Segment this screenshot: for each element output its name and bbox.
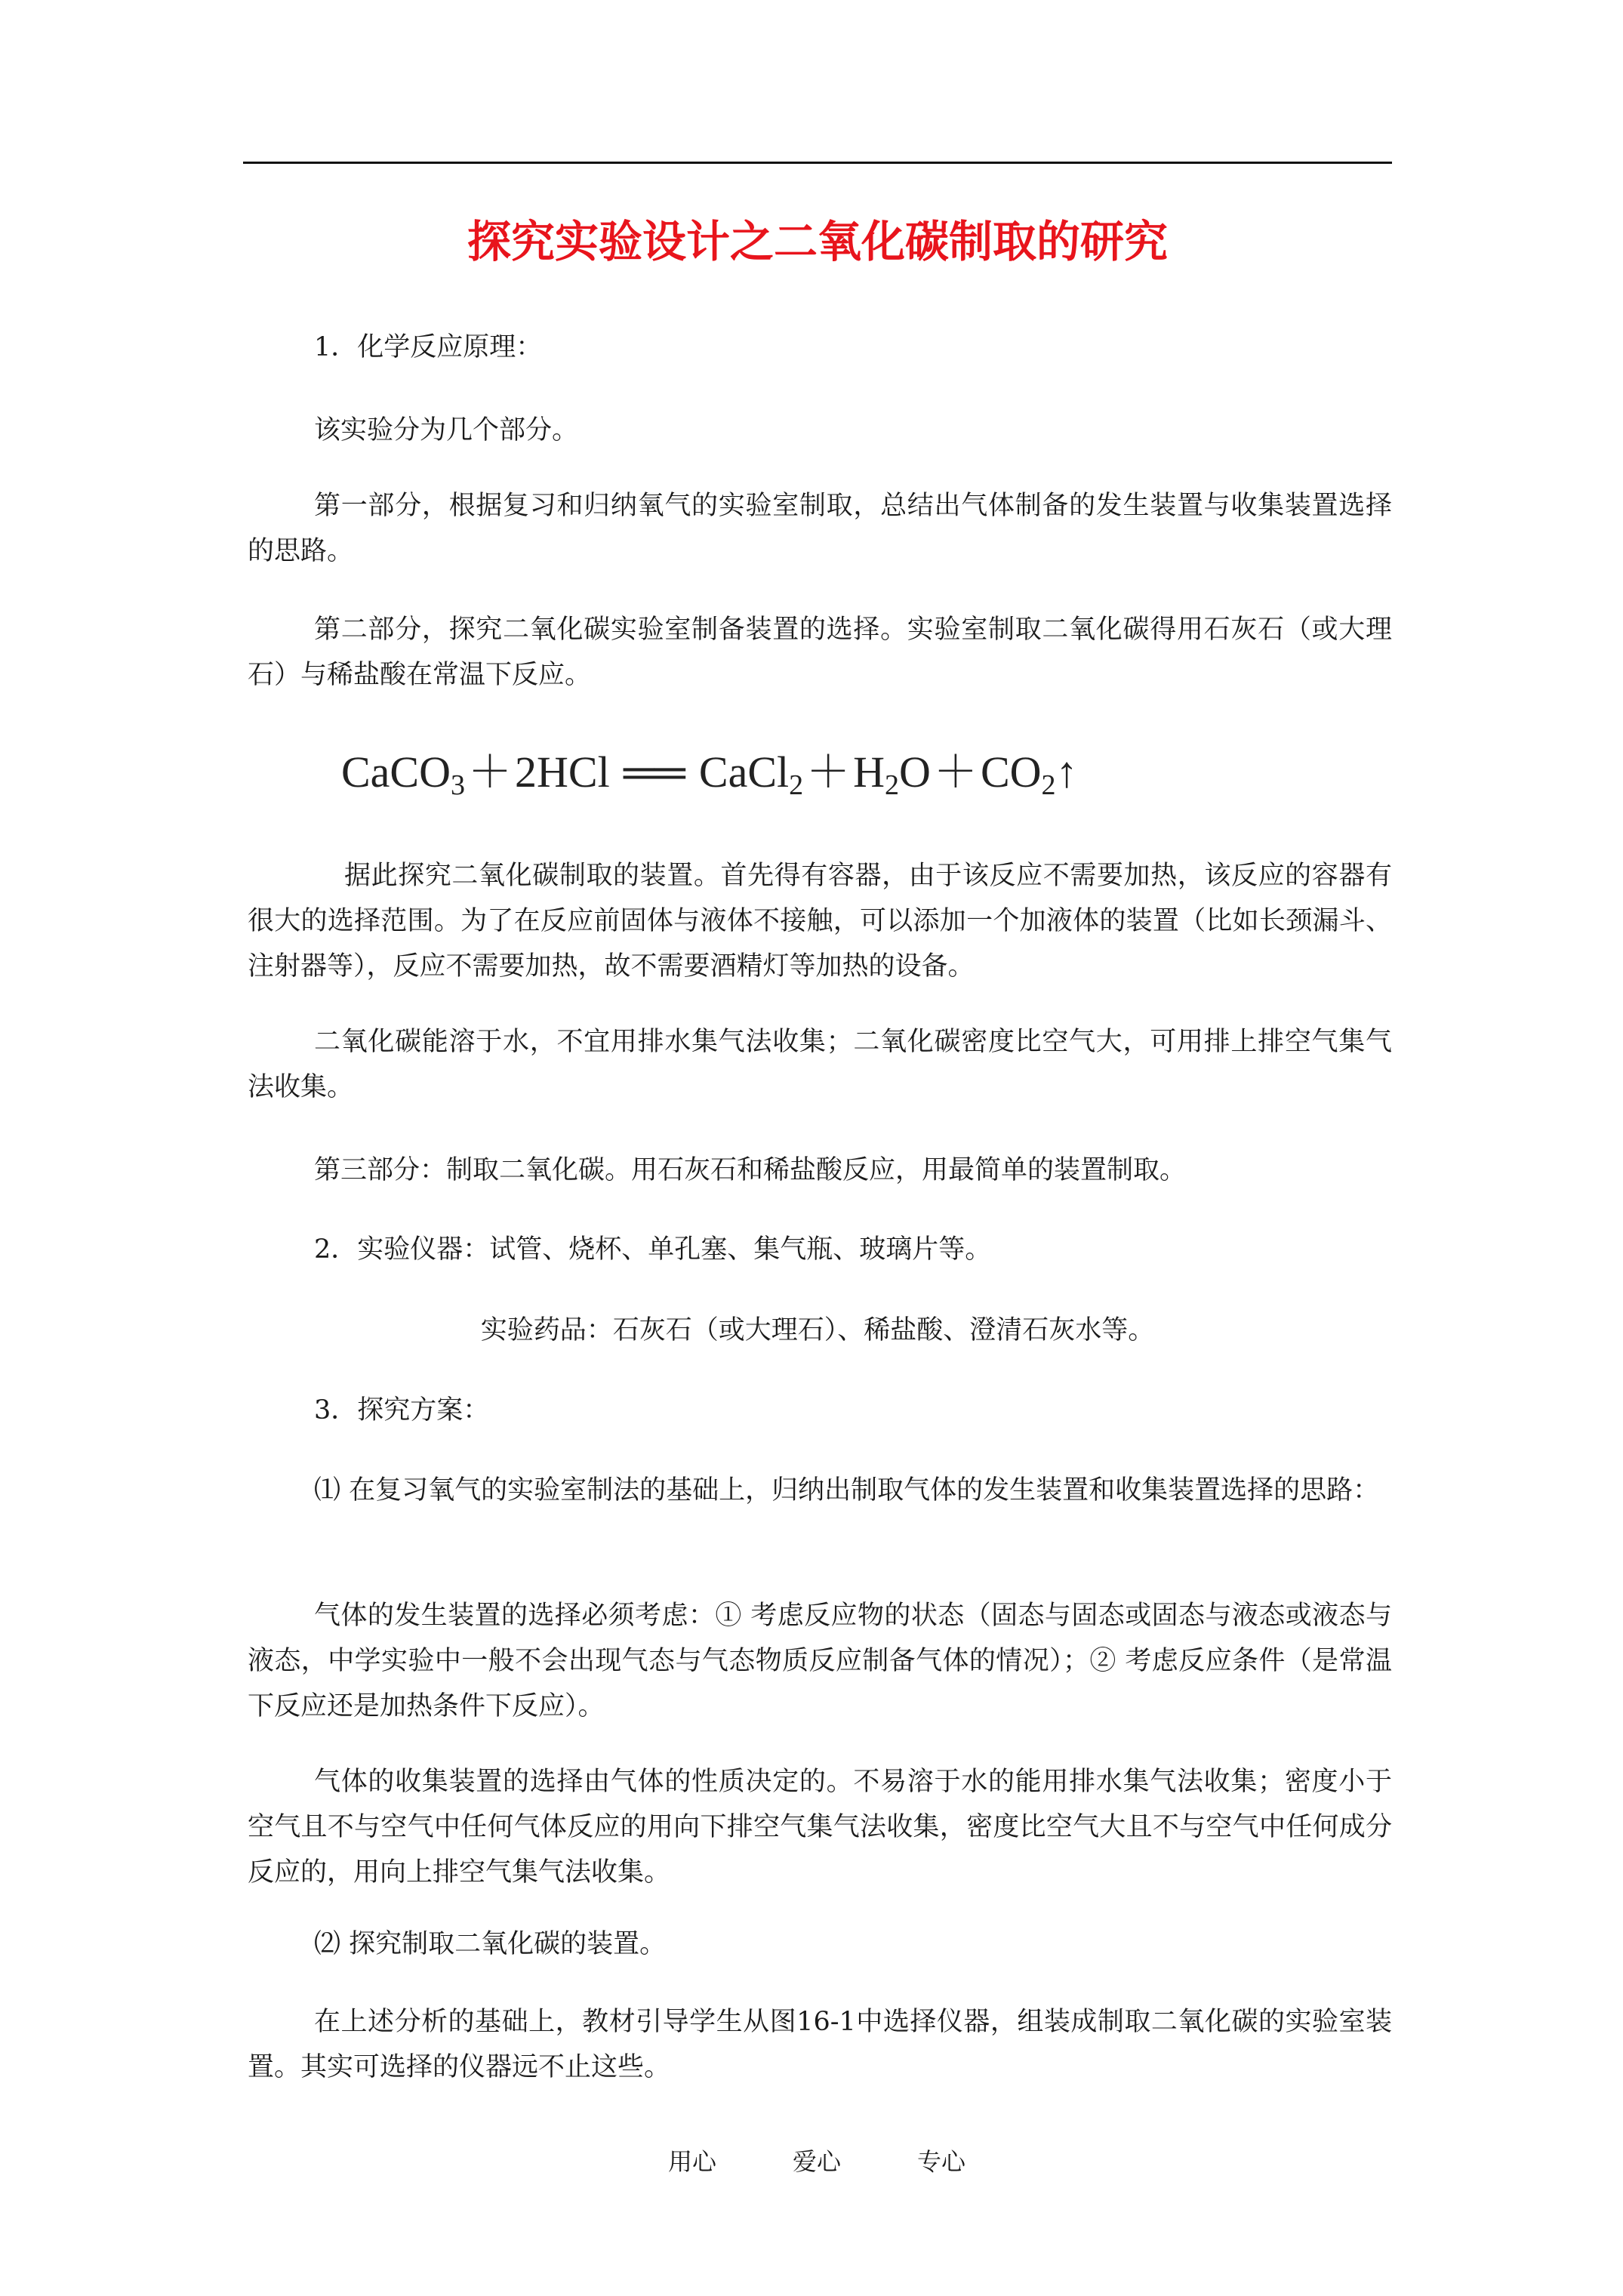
equation-product-1: CaCl: [698, 747, 790, 797]
paragraph-part-two: 第二部分，探究二氧化碳实验室制备装置的选择。实验室制取二氧化碳得用石灰石（或大理石）与稀盐酸在常温下反应。: [248, 615, 1392, 690]
equation-product-2-tail: O: [899, 747, 931, 797]
paragraph-part-one: 第一部分，根据复习和归纳氧气的实验室制取，总结出气体制备的发生装置与收集装置选择的思路。: [248, 491, 1392, 566]
footer-word-3: 专心: [917, 2147, 966, 2176]
equation-equals-sign: ══: [623, 747, 685, 797]
equation-product-2-subscript: 2: [885, 769, 900, 801]
equation-plus: ＋: [468, 747, 513, 797]
reagents-line: 实验药品：石灰石（或大理石）、稀盐酸、澄清石灰水等。: [480, 1315, 1155, 1345]
equation-product-2: H: [853, 747, 885, 797]
gas-arrow-icon: ↑: [1055, 747, 1078, 797]
equation-reactant-2: 2HCl: [515, 747, 610, 797]
equation-reactant-1: CaCO: [341, 747, 451, 797]
header-rule: [243, 162, 1392, 164]
equation-product-3-subscript: 2: [1041, 769, 1056, 801]
section-1-heading: 1．化学反应原理：: [314, 332, 543, 362]
chemical-equation: [341, 738, 1078, 819]
paragraph-apparatus-analysis: 据此探究二氧化碳制取的装置。首先得有容器，由于该反应不需要加热，该反应的容器有很大的选择范围。为了在反应前固体与液体不接触，可以添加一个加液体的装置（比如长颈漏斗、注射器等），反应不需要加热，故不需要酒精灯等加热的设备。: [248, 861, 1392, 982]
section-2-instruments: 2．实验仪器：试管、烧杯、单孔塞、集气瓶、玻璃片等。: [314, 1234, 992, 1265]
paragraph-intro: 该实验分为几个部分。: [314, 415, 579, 445]
section-3-heading: 3．探究方案：: [314, 1395, 490, 1425]
equation-product-1-subscript: 2: [789, 769, 804, 801]
paragraph-part-three: 第三部分：制取二氧化碳。用石灰石和稀盐酸反应，用最简单的装置制取。: [314, 1155, 1187, 1185]
paragraph-plan-step-2: ⑵ 探究制取二氧化碳的装置。: [314, 1929, 667, 1959]
equation-product-3: CO: [980, 747, 1042, 797]
paragraph-apparatus-selection: 在上述分析的基础上，教材引导学生从图16-1中选择仪器，组装成制取二氧化碳的实验室装置。其实可选择的仪器远不止这些。: [248, 2007, 1392, 2082]
footer-word-1: 用心: [668, 2147, 717, 2176]
equation-plus: ＋: [933, 747, 978, 797]
document-title: 探究实验设计之二氧化碳制取的研究: [467, 216, 1168, 267]
equation-plus: ＋: [806, 747, 851, 797]
footer-word-2: 爱心: [793, 2147, 842, 2176]
paragraph-plan-step-1: ⑴ 在复习氧气的实验室制法的基础上，归纳出制取气体的发生装置和收集装置选择的思路：: [314, 1475, 1380, 1505]
paragraph-generator-choice: 气体的发生装置的选择必须考虑：① 考虑反应物的状态（固态与固态或固态与液态或液态与液态，中学实验中一般不会出现气态与气态物质反应制备气体的情况）；② 考虑反应条件（是常温下反应还是加热条件下反应）。: [248, 1601, 1392, 1721]
paragraph-collection-method: 二氧化碳能溶于水，不宜用排水集气法收集；二氧化碳密度比空气大，可用排上排空气集气法收集。: [248, 1027, 1392, 1102]
paragraph-collector-choice: 气体的收集装置的选择由气体的性质决定的。不易溶于水的能用排水集气法收集；密度小于空气且不与空气中任何气体反应的用向下排空气集气法收集，密度比空气大且不与空气中任何成分反应的，用向上排空气集气法收集。: [248, 1767, 1392, 1888]
equation-reactant-1-subscript: 3: [451, 769, 465, 801]
